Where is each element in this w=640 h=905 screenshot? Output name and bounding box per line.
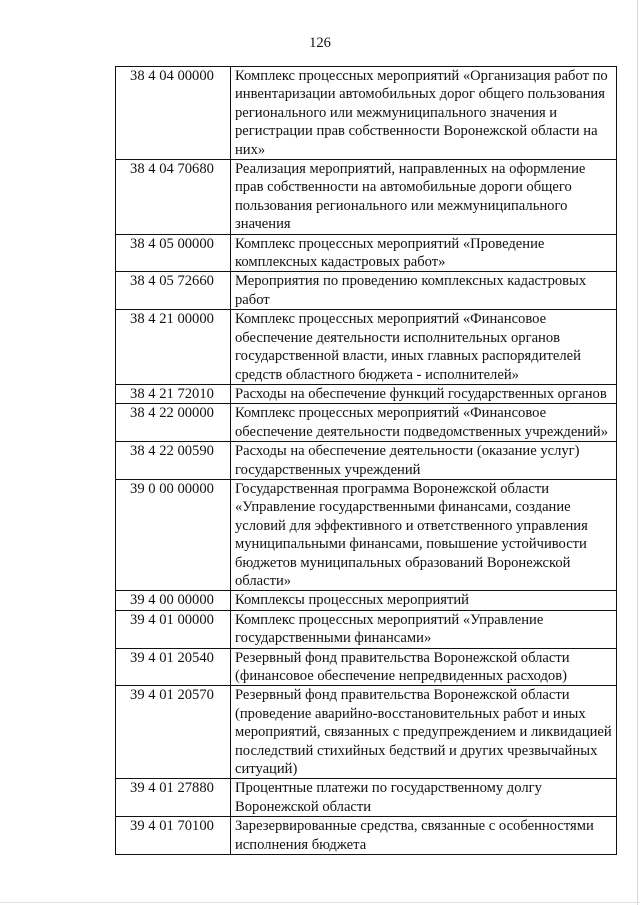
- classification-code: 39 4 01 20540: [116, 648, 231, 686]
- classification-code: 38 4 05 72660: [116, 272, 231, 310]
- classification-code: 39 4 00 00000: [116, 591, 231, 610]
- table-row: [116, 610, 617, 648]
- classification-code: 38 4 04 00000: [116, 67, 231, 160]
- expense-description: Комплекс процессных мероприятий «Управление государственными финансами»: [231, 610, 617, 648]
- classification-code: 39 4 01 70100: [116, 817, 231, 855]
- expense-description: Зарезервированные средства, связанные с особенностями исполнения бюджета: [231, 817, 617, 855]
- table-row: [116, 779, 617, 817]
- scan-edge-bottom: [0, 902, 640, 903]
- page-number: 126: [309, 35, 331, 51]
- classification-code: 38 4 21 00000: [116, 310, 231, 385]
- expense-description: Комплекс процессных мероприятий «Финансовое обеспечение деятельности подведомственных учреждений»: [231, 404, 617, 442]
- expense-description: Расходы на обеспечение деятельности (оказание услуг) государственных учреждений: [231, 442, 617, 480]
- table-row: [116, 67, 617, 160]
- classification-code: 39 4 01 00000: [116, 610, 231, 648]
- classification-code: 38 4 05 00000: [116, 234, 231, 272]
- table-row: [116, 160, 617, 235]
- classification-code: 39 4 01 27880: [116, 779, 231, 817]
- expense-description: Расходы на обеспечение функций государственных органов: [231, 384, 617, 403]
- table-row: [116, 404, 617, 442]
- scan-edge-right: [637, 0, 638, 905]
- expense-description: Реализация мероприятий, направленных на оформление прав собственности на автомобильные дороги общего пользования регионального или межмуниципального значения: [231, 160, 617, 235]
- expense-description: Комплекс процессных мероприятий «Организация работ по инвентаризации автомобильных дорог общего пользования регионального или межмуниципального значения и регистрации прав собственности Воронежской области на них»: [231, 67, 617, 160]
- table-row: [116, 479, 617, 590]
- expense-description: Процентные платежи по государственному долгу Воронежской области: [231, 779, 617, 817]
- table-row: [116, 686, 617, 779]
- expense-description: Комплекс процессных мероприятий «Проведение комплексных кадастровых работ»: [231, 234, 617, 272]
- expense-description: Мероприятия по проведению комплексных кадастровых работ: [231, 272, 617, 310]
- expense-description: Комплексы процессных мероприятий: [231, 591, 617, 610]
- classification-code: 38 4 04 70680: [116, 160, 231, 235]
- classification-code: 39 4 01 20570: [116, 686, 231, 779]
- classification-code: 38 4 21 72010: [116, 384, 231, 403]
- table-row: [116, 591, 617, 610]
- table-row: [116, 384, 617, 403]
- table-row: [116, 442, 617, 480]
- table-row: [116, 648, 617, 686]
- budget-classification-table: [115, 66, 617, 855]
- table-row: [116, 310, 617, 385]
- table-row: [116, 234, 617, 272]
- expense-description: Резервный фонд правительства Воронежской области (финансовое обеспечение непредвиденных расходов): [231, 648, 617, 686]
- classification-code: 39 0 00 00000: [116, 479, 231, 590]
- expense-description: Резервный фонд правительства Воронежской области (проведение аварийно-восстановительных работ и иных мероприятий, связанных с предупреждением и ликвидацией последствий стихийных бедствий и других чрезвычайных ситуаций): [231, 686, 617, 779]
- expense-description: Государственная программа Воронежской области «Управление государственными финансами, создание условий для эффективного и ответственного управления муниципальными финансами, повышение устойчивости бюджетов муниципальных образований Воронежской области»: [231, 479, 617, 590]
- expense-description: Комплекс процессных мероприятий «Финансовое обеспечение деятельности исполнительных органов государственной власти, иных главных распорядителей средств областного бюджета - исполнителей»: [231, 310, 617, 385]
- table-row: [116, 817, 617, 855]
- classification-code: 38 4 22 00590: [116, 442, 231, 480]
- table-row: [116, 272, 617, 310]
- classification-code: 38 4 22 00000: [116, 404, 231, 442]
